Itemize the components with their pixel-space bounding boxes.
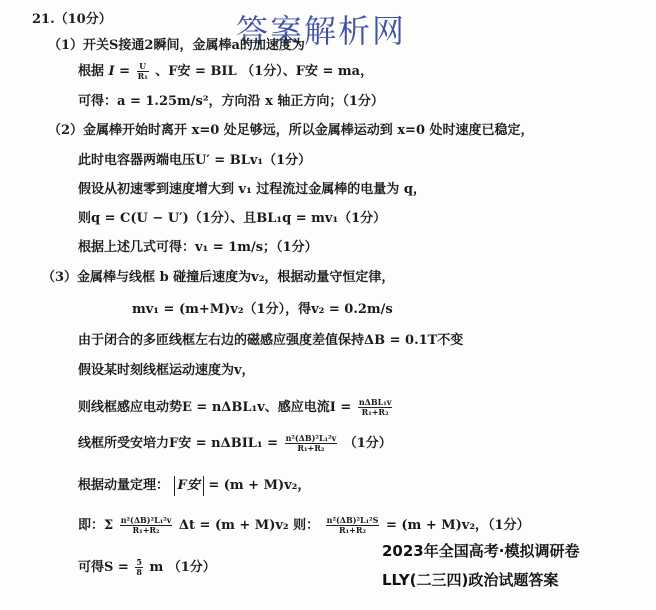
fraction-denominator: R₁+R₂: [339, 525, 367, 535]
sum-fraction: [120, 516, 173, 535]
part3-line4: 假设某时刻线框运动速度为v，: [78, 363, 255, 378]
footer-title: 2023年全国高考·模拟调研卷: [382, 542, 580, 560]
part1-line2-rest: 、F安 = BIL （1分）、F安 = ma，: [155, 64, 374, 79]
part2-line4: 则q = C(U − U′)（1分）、且BL₁q = mv₁（1分）: [78, 211, 387, 226]
part2-line2: 此时电容器两端电压U′ = BLv₁（1分）: [78, 153, 312, 168]
fraction-denominator: R₁: [137, 71, 148, 81]
part3-line1: （3）金属棒与线框 b 碰撞后速度为v₂，根据动量守恒定律，: [42, 270, 395, 285]
part1-current-fraction: [137, 62, 149, 81]
part3-line9-suffix: m （1分）: [149, 560, 216, 575]
part3-line6-suffix: （1分）: [343, 436, 392, 451]
part3-line7: [78, 476, 310, 496]
force-fraction: [285, 434, 338, 453]
fraction-numerator: nΔBL₁v: [358, 397, 392, 407]
part3-line3: 由于闭合的多匝线框左右边的磁感应强度差值保持ΔB = 0.1T不变: [78, 333, 464, 348]
part3-line8-mid: Δt = (m + M)v₂ 则：: [178, 518, 320, 533]
fraction-numerator: n²(ΔB)²L₁²v: [285, 433, 337, 443]
part3-line5-prefix: 则线框感应电动势E = nΔBL₁v、感应电流I =: [78, 400, 352, 415]
part1-line2: [78, 62, 373, 82]
part1-line3: 可得：a = 1.25m/s²，方向沿 x 轴正方向；（1分）: [78, 94, 384, 109]
part3-line8-suffix: = (m + M)v₂，（1分）: [385, 518, 530, 533]
part3-line7-suffix: = (m + M)v₂，: [208, 478, 311, 493]
part3-line9: [78, 558, 216, 578]
part3-line5: [78, 398, 394, 418]
fraction-denominator: 8: [136, 567, 142, 577]
part3-line8-prefix: 即：Σ: [78, 518, 114, 533]
part1-line2-prefix: 根据: [78, 64, 105, 79]
part2-line3: 假设从初速零到速度增大到 v₁ 过程流过金属棒的电量为 q，: [78, 182, 426, 197]
part1-current-symbol: I =: [108, 64, 131, 79]
fraction-numerator: n²(ΔB)²L₁²S: [326, 515, 379, 525]
absolute-force: F安: [174, 476, 204, 496]
part1-line1: （1）开关S接通2瞬间，金属棒a的加速度为: [48, 38, 305, 53]
part3-line7-prefix: 根据动量定理：: [78, 478, 170, 493]
distance-fraction: [326, 516, 380, 535]
part3-line6-prefix: 线框所受安培力F安 = nΔBIL₁ =: [78, 436, 279, 451]
fraction-denominator: R₁+R₂: [361, 407, 389, 417]
part3-line2: mv₁ = (m+M)v₂（1分），得v₂ = 0.2m/s: [132, 302, 393, 317]
fraction-numerator: U: [137, 62, 149, 72]
fraction-numerator: n²(ΔB)²L₁²v: [120, 515, 172, 525]
current-fraction: [358, 398, 393, 417]
question-number: 21.（10分）: [32, 12, 112, 27]
part2-line1: （2）金属棒开始时离开 x=0 处足够远，所以金属棒运动到 x=0 处时速度已稳定，: [48, 123, 534, 138]
result-fraction: [135, 558, 143, 577]
part3-line6: [78, 434, 392, 454]
part3-line9-prefix: 可得S =: [78, 560, 129, 575]
fraction-denominator: R₁+R₂: [297, 443, 325, 453]
footer-subtitle: LLY(二三四)政治试题答案: [382, 571, 559, 589]
watermark: 答案解析网: [236, 12, 407, 50]
part3-line8: [78, 516, 530, 536]
fraction-numerator: 5: [136, 557, 142, 567]
part2-line5: 根据上述几式可得：v₁ = 1m/s；（1分）: [78, 240, 318, 255]
fraction-denominator: R₁+R₂: [132, 525, 160, 535]
